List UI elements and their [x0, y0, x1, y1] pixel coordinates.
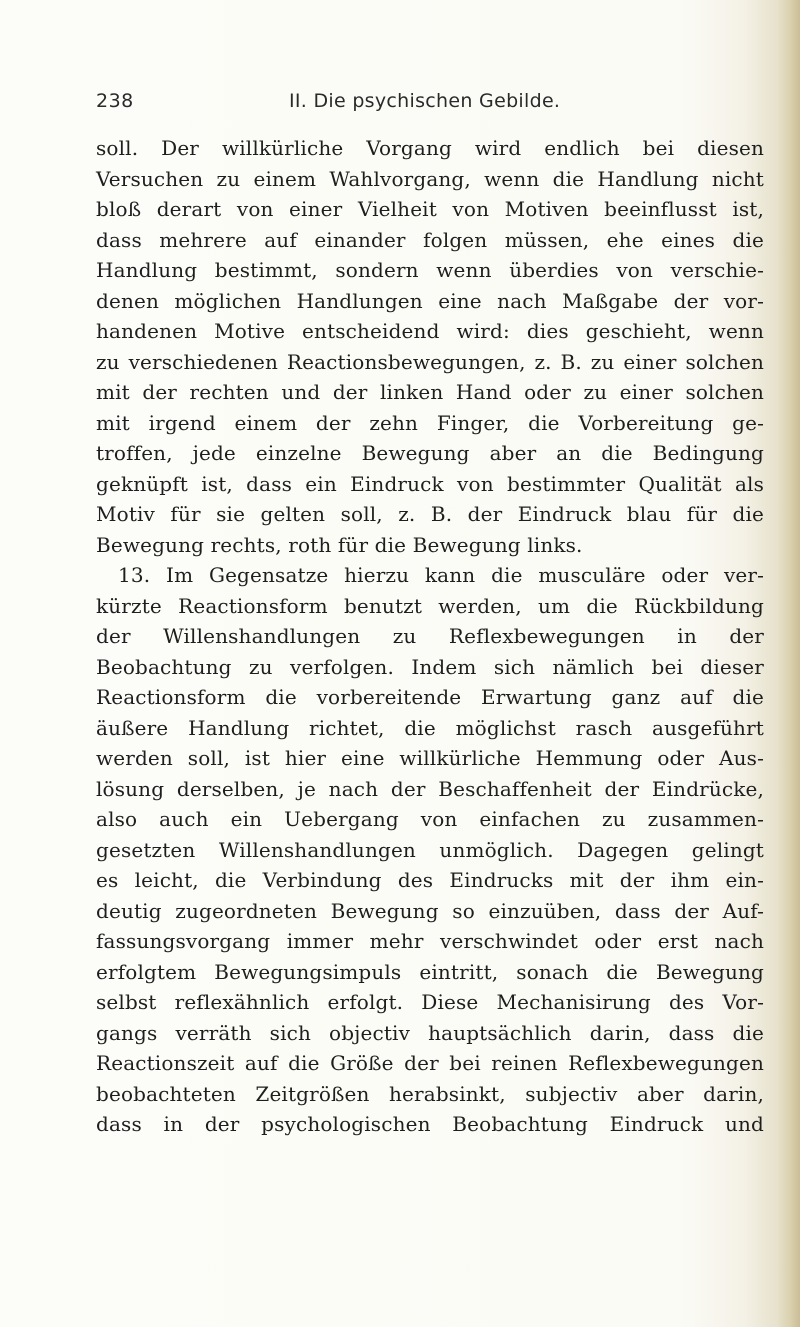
text-line: zu verschiedenen Reactionsbewegungen, z. B. zu einer solchen — [96, 349, 764, 374]
text-line: geknüpft ist, dass ein Eindruck von bestimmter Qualität als — [96, 471, 764, 496]
text-line: erfolgtem Bewegungsimpuls eintritt, sonach die Bewegung — [96, 959, 764, 984]
text-line: mit der rechten und der linken Hand oder zu einer solchen — [96, 380, 764, 404]
text-line: also auch ein Uebergang von einfachen zu zusammen- — [96, 807, 764, 831]
page-header — [96, 90, 736, 120]
text-line: kürzte Reactionsform benutzt werden, um die Rückbildung — [96, 593, 764, 618]
text-line: Beobachtung zu verfolgen. Indem sich nämlich bei dieser — [96, 654, 764, 679]
text-line: gangs verräth sich objectiv hauptsächlich darin, dass die — [96, 1020, 764, 1045]
text-line: soll. Der willkürliche Vorgang wird endlich bei diesen — [96, 136, 764, 160]
text-line: der Willenshandlungen zu Reflexbewegungen in der — [96, 624, 764, 648]
text-line: Motiv für sie gelten soll, z. B. der Eindruck blau für die — [96, 502, 764, 526]
text-line: Reactionszeit auf die Größe der bei reinen Reflexbewegungen — [96, 1051, 764, 1075]
page-edge-shadow — [778, 0, 800, 1327]
text-line: denen möglichen Handlungen eine nach Maßgabe der vor- — [96, 288, 764, 313]
running-head: II. Die psychischen Gebilde. — [289, 90, 561, 112]
paragraph-start-line: 13. Im Gegensatze hierzu kann die musculäre oder ver- — [118, 563, 764, 587]
text-line: mit irgend einem der zehn Finger, die Vorbereitung ge- — [96, 410, 764, 435]
text-line: handenen Motive entscheidend wird: dies geschieht, wenn — [96, 319, 764, 343]
text-line: Handlung bestimmt, sondern wenn überdies von verschie- — [96, 258, 764, 282]
text-line: lösung derselben, je nach der Beschaffenheit der Eindrücke, — [96, 776, 764, 801]
page-number: 238 — [96, 90, 134, 112]
text-line: es leicht, die Verbindung des Eindrucks mit der ihm ein- — [96, 868, 764, 892]
text-line: werden soll, ist hier eine willkürliche Hemmung oder Aus- — [96, 746, 764, 770]
text-line: gesetzten Willenshandlungen unmöglich. Dagegen gelingt — [96, 837, 764, 862]
text-line: bloß derart von einer Vielheit von Motiven beeinflusst ist, — [96, 197, 764, 221]
text-line: beobachteten Zeitgrößen herabsinkt, subjectiv aber darin, — [96, 1081, 764, 1106]
text-line: fassungsvorgang immer mehr verschwindet oder erst nach — [96, 929, 764, 953]
text-line: troffen, jede einzelne Bewegung aber an die Bedingung — [96, 441, 764, 465]
text-line: deutig zugeordneten Bewegung so einzuüben, dass der Auf- — [96, 898, 764, 923]
text-line: äußere Handlung richtet, die möglichst rasch ausgeführt — [96, 715, 764, 740]
body-text — [96, 133, 764, 1140]
text-line: dass mehrere auf einander folgen müssen, ehe eines die — [96, 227, 764, 252]
text-line: selbst reflexähnlich erfolgt. Diese Mechanisirung des Vor- — [96, 990, 764, 1014]
text-line: Bewegung rechts, roth für die Bewegung links. — [96, 532, 583, 557]
text-line: Reactionsform die vorbereitende Erwartung ganz auf die — [96, 685, 764, 709]
text-line: Versuchen zu einem Wahlvorgang, wenn die Handlung nicht — [96, 166, 764, 191]
text-line: dass in der psychologischen Beobachtung Eindruck und — [96, 1112, 764, 1136]
